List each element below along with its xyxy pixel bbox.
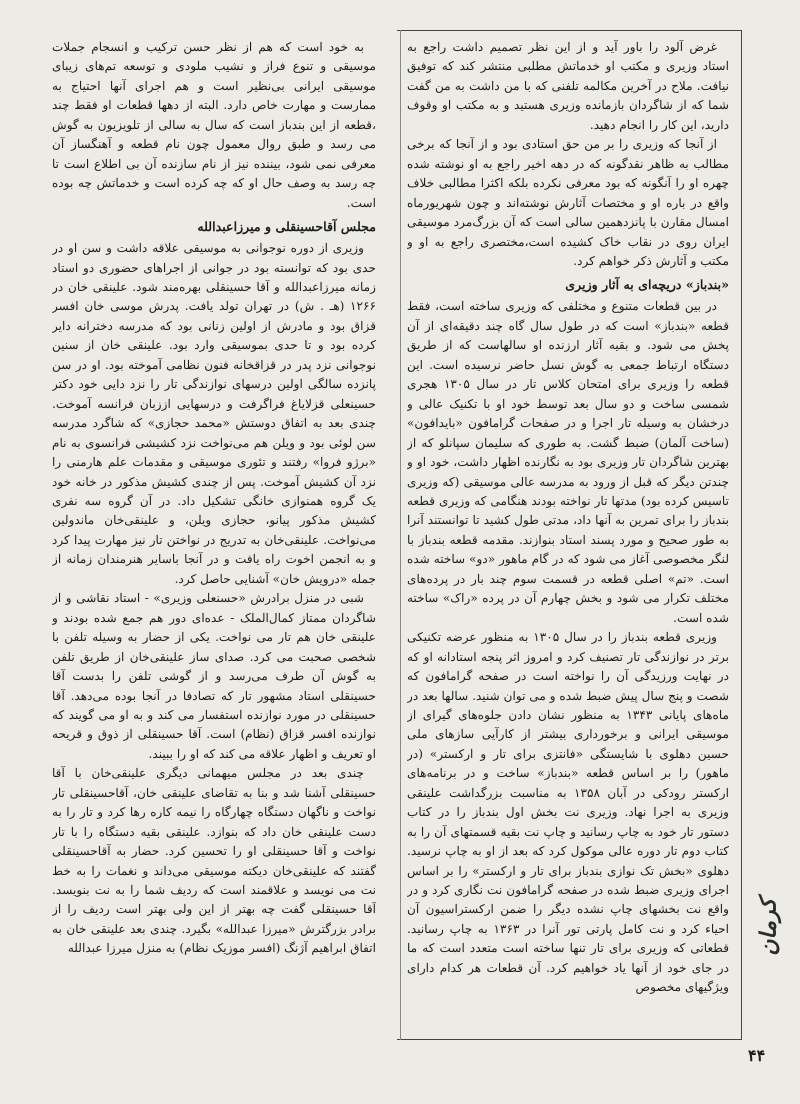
paragraph: در بین قطعات متنوع و مختلفی که وزیری ساخته است، فقط قطعه «بندباز» است که در طول سال گاه چند دقیقه‌ای از آن پخش می شود. و بقیه آثار ارزنده او سالهاست که از طریق دستگاه ارتباط جمعی به گوش نسل حاضر نرسیده است. این قطعه را وزیری برای امتحان کلاس تار در سال ۱۳۰۵ هجری شمسی ساخت و دو سال بعد توسط خود او با تکنیک عالی و درخشان به وسیله تار اجرا و در صفحات گرامافون «بایدافون» (ساخت آلمان) ضبط گشت. به طوری که سلیمان سپانلو که از بهترین شاگردان تار وزیری بود به نگارنده اظهار داشت، خود او و چندتن دیگر که قبل از ورود به مدرسه عالی موسیقی (که وزیری تاسیس کرده بود) مدتها تار نواخته بودند هنگامی که وزیری قطعه بندباز را برای تمرین به آنها داد، مدتی طول کشید تا توانستند آنرا به طور صحیح و مورد پسند استاد بنوازند. مقدمه قطعه بندباز با لنگر مخصوصی آغاز می شود که در گام ماهور «دو» ساخته شده است. «تم» اصلی قطعه در قسمت سوم چند بار در پرده‌های مختلف تکرار می شود و بخش چهارم آن در پرده «راک» ساخته شده است. — [407, 299, 729, 625]
paragraph: غرض آلود را باور آید و از این نظر تصمیم داشت راجع به استاد وزیری و مکتب او خدماتش مطلبی منتشر کند که توفیق نیافت. ملاح در آخرین مکالمه تلفنی که با من داشت به من گفت شما که از شاگردان بازمانده وزیری هستید و به مکتب او وقوف دارید، این کار را انجام دهید. — [407, 40, 729, 132]
paragraph: به خود است که هم از نظر حسن ترکیب و انسجام جملات موسیقی و تنوع فراز و نشیب ملودی و توسعه تم‌های زیبای موسیقی ایرانی بی‌نظیر است و هم اجرای آنها احتیاج به ممارست و مهارت خاص دارد. البته از دهها قطعات او فقط چند ،قطعه از این بندباز است که سال به سالی از تلویزیون به گوش می رسد و طبق روال معمول چون نام قطعه و آهنگساز آن معرفی نمی شود، بیننده نیز از نام سازنده آن بی اطلاع است تا چه رسد به وصف حال او که چه کرده است و خدماتش چه بوده است. — [52, 40, 376, 210]
section-heading: «بندباز» دریچه‌ای به آثار وزیری — [565, 277, 729, 293]
right-column — [407, 38, 729, 1008]
column-divider — [400, 30, 401, 1040]
paragraph: از آنجا که وزیری را بر من حق استادی بود و از آنجا که برخی مطالب به ظاهر نقدگونه که در دهه اخیر راجع به او نوشته شده چهره او را آنگونه که بود معرفی نکرده بلکه اکثرا مطالبی خلاف واقع در باره او و مختصات آثارش نوشته‌اند و چون شهریورماه امسال مقارن با پانزدهمین سالی است که آن بزرگ‌مرد موسیقی ایران روی در نقاب خاک کشیده است،مختصری راجع به او و مکتب و آثارش ذکر خواهم کرد. — [407, 137, 729, 268]
paragraph: وزیری از دوره نوجوانی به موسیقی علاقه داشت و سن او در حدی بود که توانسته بود در جوانی از اجراهای حضوری دو استاد زمانه میرزاعبدالله و آقا حسینقلی بهره‌مند شود. علینقی خان در ۱۲۶۶ (هـ . ش) در تهران تولد یافت. پدرش موسی خان افسر قزاق بود و مادرش از اولین زنانی بود که مدرسه دخترانه دایر کرده بود و تا حدی بموسیقی وارد بود. علینقی خان از سنین نوجوانی نزد پدر در قزاقخانه فنون نظامی آموخته بود. او در سن پانزده سالگی اولین درسهای نوازندگی تار را نزد دایی خود دکتر حسینعلی قزلایاغ فراگرفت و درسهایی ازز‌بان فرانسه آموخت. چندی بعد به اتفاق دوستش «محمد حجازی» که شاگرد مدرسه سن لوئی بود و ویلن هم می‌نواخت نزد کشیشی فرانسوی به نام «برژو فروا» رفتند و تئوری موسیقی و مقدمات علم هارمنی را نزد آن کشیش آموخت. پس از چندی کشیش مذکور در خانه خود یک گروه همنوازی خانگی تشکیل داد. در آن گروه سه نفری کشیش مذکور پیانو، حجازی ویلن، و علینقی‌خان ماندولین می‌نواخت. علینقی‌خان به تدریج در نواختن تار نیز مهارت پیدا کرد و به انجمن اخوت راه یافت و در آنجا باسایر هنرمندان زمانه از جمله «درویش خان» آشنایی حاصل کرد. — [52, 241, 376, 586]
section-heading: مجلس آقاحسینقلی و میرزاعبدالله — [197, 219, 376, 235]
paragraph: وزیری قطعه بندباز را در سال ۱۳۰۵ به منظور عرضه تکنیکی برتر در نوازندگی تار تصنیف کرد و امروز اثر پنجه استادانه او که در نهایت ورزیدگی آن را نواخته است در صفحه گرامافون که شصت و پنج سال پیش ضبط شده و می توان شنید. سالها بعد در ماه‌های پایانی ۱۳۴۳ به منظور نشان دادن جلوه‌های گیرای از موسیقی ایرانی و برخورداری بیشتر از کارآیی سازهای ملی حسین دهلوی با شایستگی «فانتزی برای تار و ارکستر» (در ماهور) را بر اساس قطعه «بندباز» ساخت و در برنامه‌های ارکستر رودکی در آبان ۱۳۵۸ به مناسبت بزرگداشت علینقی وزیری به اجرا نهاد. وزیری نت بخش اول بندباز را در کتاب دستور تار خود به چاپ رسانید و چاپ نت بقیه قسمتهای آن را به کتاب دوم تار دوره عالی موکول کرد که بعد از او به چاپ نرسید. دهلوی «بخش تک نوازی بندباز برای تار و ارکستر» را بر اساس اجرای وزیری ضبط شده در صفحه گرامافون نت نگاری کرد و در واقع نت بخشهای چاپ نشده دیگر را ضمن ارکستراسیون آن احیاء کرد و نت کامل پارتی تور آنرا در ۱۳۶۳ به چاپ رسانید. قطعاتی که وزیری برای تار تنها ساخته است متعدد است که ما در جای خود از آنها یاد خواهیم کرد. آن قطعات هر کدام دارای ویژگیهای مخصوص — [407, 630, 729, 995]
paragraph: چندی بعد در مجلس میهمانی دیگری علینقی‌خان با آقا حسینقلی آشنا شد و بنا به تقاضای علینقی خان، آقاحسینقلی تار نواخت و ناگهان دستگاه چهارگاه را نیمه کاره رها کرد و تار را به دست علینقی خان داد که بنوازد. علینقی بقیه دستگاه را با تار نواخت و آقا حسینقلی او را تحسین کرد. حضار به آقاحسینقلی گفتند که علینقی‌خان دیکته موسیقی می‌داند و نغمات را به خط نت می نویسد و علاقمند است که ردیف شما را به نت بنویسد. آقا حسینقلی گفت چه بهتر از این ولی بهتر است ردیف را از برادر بزرگترش «میرزا عبدالله» بگیرد. چندی بعد علینقی خان به اتفاق ابراهیم آژنگ (افسر موزیک نظام) به منزل میرزا عبدالله — [52, 766, 376, 956]
magazine-logo — [745, 862, 793, 992]
left-column — [52, 38, 376, 1008]
paragraph: شبی در منزل برادرش «حسنعلی وزیری» - استاد نقاشی و از شاگردان ممتاز کمال‌الملک - عده‌ای دور هم جمع شده بودند و علینقی خان هم تار می نواخت. یکی از حضار به وسیله تلفن با شخصی صحبت می کرد. صدای ساز علینقی‌خان از طریق تلفن به گوش آن طرف می‌رسد و از گوشی تلفن را بدست آقا حسینقلی استاد مشهور تار که تصادفا در آنجا بوده می‌دهد. آقا حسینقلی در مورد نوازنده استفسار می کند و به او می گویند که نوازنده افسر قزاق (نظام) است. آقا حسینقلی از ذوق و قریحه او تعریف و اظهار علاقه می کند که او را ببیند. — [52, 591, 376, 761]
brand-text: کرمان — [756, 898, 783, 956]
page-number: ۴۴ — [748, 1046, 766, 1065]
